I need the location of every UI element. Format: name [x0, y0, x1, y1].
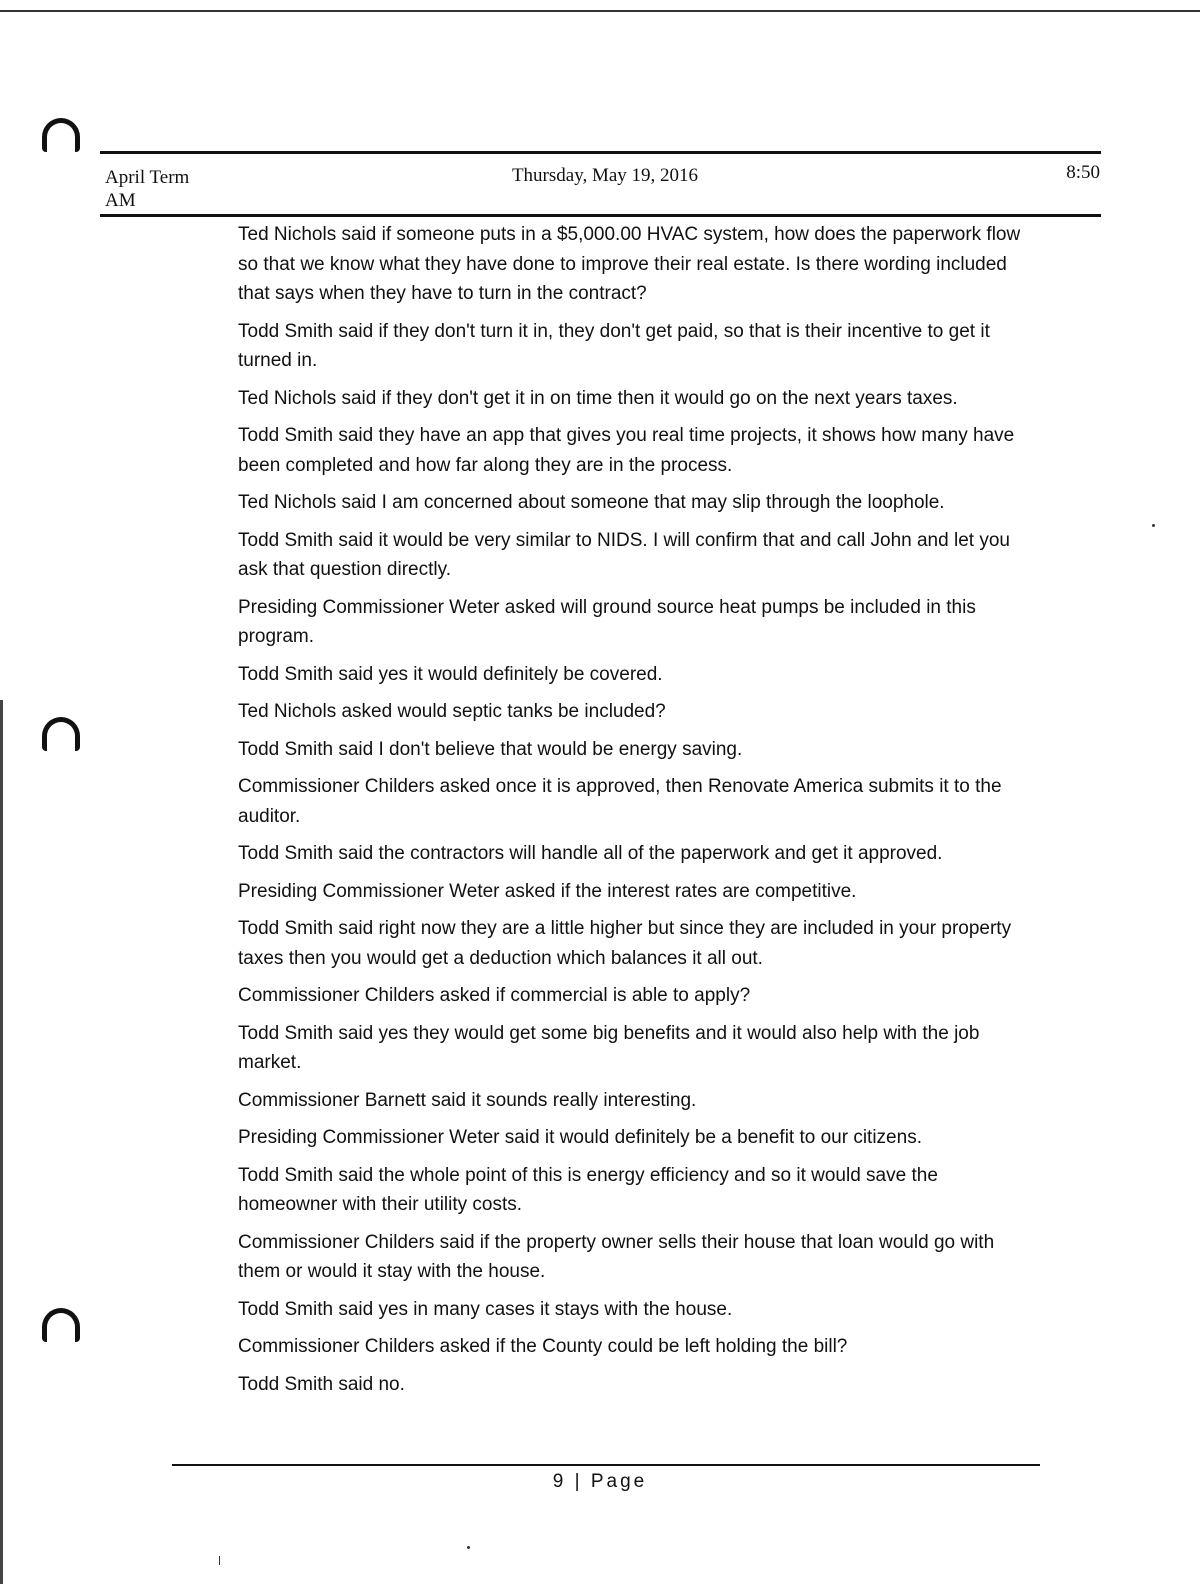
- minutes-paragraph: Ted Nichols asked would septic tanks be included?: [238, 701, 666, 722]
- header-term: [105, 166, 225, 212]
- minutes-paragraph: Todd Smith said right now they are a little higher but since they are included in your property taxes then you would get a deduction which balances it all out.: [238, 918, 1012, 969]
- header-top-rule: [100, 151, 1101, 154]
- page-number: 9 | Page: [552, 1471, 648, 1492]
- minutes-paragraph: Ted Nichols said I am concerned about someone that may slip through the loophole.: [238, 492, 945, 513]
- header-bottom-rule: [100, 214, 1101, 217]
- binder-hole-icon: [42, 118, 80, 152]
- minutes-paragraph: Todd Smith said yes in many cases it stays with the house.: [238, 1298, 733, 1320]
- minutes-paragraph: Todd Smith said it would be very similar to NIDS. I will confirm that and call John and let you ask that question directly.: [238, 529, 1010, 580]
- header-term-line2: AM: [105, 190, 136, 211]
- minutes-paragraph: Commissioner Childers asked if commercial is able to apply?: [238, 985, 751, 1006]
- minutes-paragraph: Todd Smith said I don't believe that would be energy saving.: [238, 738, 743, 760]
- footer-rule: [172, 1464, 1040, 1466]
- scan-left-edge: [0, 700, 3, 1584]
- scan-speck: [219, 1556, 220, 1565]
- minutes-paragraph: Presiding Commissioner Weter asked if the interest rates are competitive.: [238, 880, 857, 902]
- minutes-paragraph: Commissioner Childers said if the property owner sells their house that loan would go with them or would it stay with the house.: [238, 1231, 995, 1282]
- minutes-paragraph: Todd Smith said the whole point of this is energy efficiency and so it would save the homeowner with their utility costs.: [238, 1164, 938, 1215]
- minutes-paragraph: Presiding Commissioner Weter asked will ground source heat pumps be included in this program.: [238, 596, 976, 647]
- header-date: Thursday, May 19, 2016: [511, 165, 699, 186]
- minutes-paragraph: Commissioner Childers asked if the County could be left holding the bill?: [238, 1336, 848, 1357]
- minutes-paragraph: Todd Smith said yes they would get some big benefits and it would also help with the job market.: [238, 1022, 980, 1073]
- minutes-paragraph: Commissioner Childers asked once it is approved, then Renovate America submits it to the auditor.: [238, 776, 1002, 827]
- minutes-paragraph: Presiding Commissioner Weter said it would definitely be a benefit to our citizens.: [238, 1127, 922, 1148]
- scan-speck: [467, 1546, 470, 1549]
- header-term-line1: April Term: [105, 167, 190, 188]
- minutes-paragraph: Ted Nichols said if they don't get it in on time then it would go on the next years taxes.: [238, 387, 958, 409]
- minutes-paragraph: Ted Nichols said if someone puts in a $5,000.00 HVAC system, how does the paperwork flow so that we know what they have done to improve their real estate. Is there wording included that says when they have to turn in the contract?: [238, 224, 1021, 304]
- header-time: 8:50: [1066, 162, 1100, 183]
- minutes-paragraph: Todd Smith said if they don't turn it in, they don't get paid, so that is their incentive to get it turned in.: [238, 320, 990, 371]
- minutes-paragraph: Todd Smith said yes it would definitely be covered.: [238, 663, 663, 685]
- scan-speck: [1152, 524, 1155, 527]
- minutes-paragraph: Todd Smith said they have an app that gives you real time projects, it shows how many have been completed and how far along they are in the process.: [238, 425, 1015, 476]
- minutes-paragraph: Commissioner Barnett said it sounds really interesting.: [238, 1089, 697, 1111]
- binder-hole-icon: [42, 717, 80, 751]
- minutes-body: [238, 220, 1038, 1407]
- minutes-paragraph: Todd Smith said the contractors will handle all of the paperwork and get it approved.: [238, 843, 943, 864]
- minutes-paragraph: Todd Smith said no.: [238, 1373, 405, 1395]
- scan-top-border: [0, 10, 1200, 12]
- binder-hole-icon: [42, 1308, 80, 1342]
